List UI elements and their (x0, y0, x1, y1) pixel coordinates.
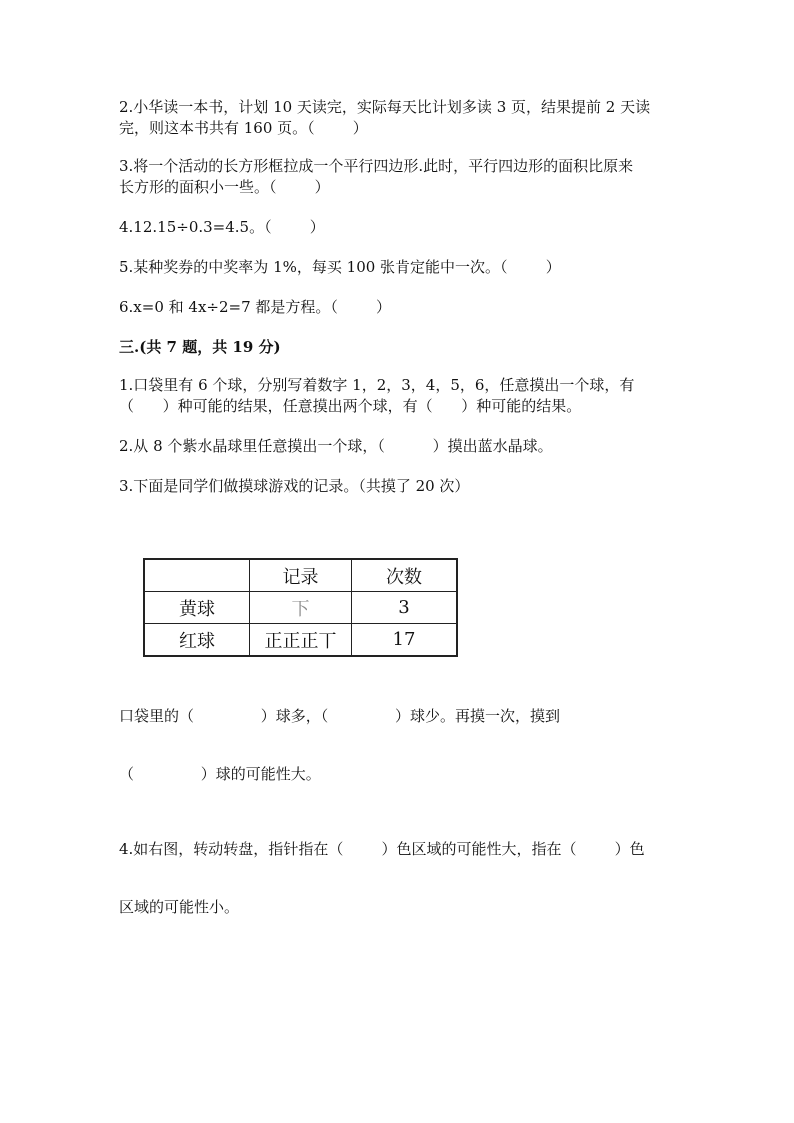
section-heading: 三.(共 7 题，共 19 分) (119, 338, 281, 356)
fill-q2: 2.从 8 个紫水晶球里任意摸出一个球，（ ）摸出蓝水晶球。 (119, 437, 553, 455)
judge-q5: 5.某种奖券的中奖率为 1%，每买 100 张肯定能中一次。（ ） (119, 258, 561, 276)
judge-q2-line2: 完，则这本书共有 160 页。（ ） (119, 119, 368, 137)
table-cell: 17 (352, 624, 458, 657)
table-cell: 正正正丅 (250, 624, 352, 657)
judge-q3-line1: 3.将一个活动的长方形框拉成一个平行四边形.此时，平行四边形的面积比原来 (119, 157, 634, 175)
record-table (143, 558, 458, 657)
judge-q4: 4.12.15÷0.3=4.5。（ ） (119, 218, 325, 236)
table-row (144, 624, 457, 657)
fill-q1-line2: （ ）种可能的结果，任意摸出两个球，有（ ）种可能的结果。 (119, 397, 582, 415)
fill-q3: 3.下面是同学们做摸球游戏的记录。（共摸了 20 次） (119, 477, 470, 495)
table-cell: 3 (352, 592, 458, 624)
judge-q2-line1: 2.小华读一本书，计划 10 天读完，实际每天比计划多读 3 页，结果提前 2 天读 (119, 98, 651, 116)
judge-q6: 6.x=0 和 4x÷2=7 都是方程。（ ） (119, 298, 392, 316)
fill-q4-cont: 区域的可能性小。 (119, 898, 240, 916)
table-cell: 红球 (144, 624, 250, 657)
fill-q1-line1: 1.口袋里有 6 个球，分别写着数字 1，2，3，4，5，6，任意摸出一个球，有 (119, 376, 635, 394)
table-header-cell: 次数 (352, 559, 458, 592)
judge-q3-line2: 长方形的面积小一些。（ ） (119, 178, 330, 196)
table-header-cell (144, 559, 250, 592)
table-row (144, 592, 457, 624)
fill-q3-blank1: 口袋里的（ ）球多，（ ）球少。再摸一次，摸到 (119, 707, 561, 725)
fill-q3-blank2: （ ）球的可能性大。 (119, 765, 321, 783)
table-header-cell: 记录 (250, 559, 352, 592)
fill-q4: 4.如右图，转动转盘，指针指在（ ）色区域的可能性大，指在（ ）色 (119, 840, 645, 858)
table-row (144, 559, 457, 592)
table-cell: 黄球 (144, 592, 250, 624)
table-cell: 下 (250, 592, 352, 624)
